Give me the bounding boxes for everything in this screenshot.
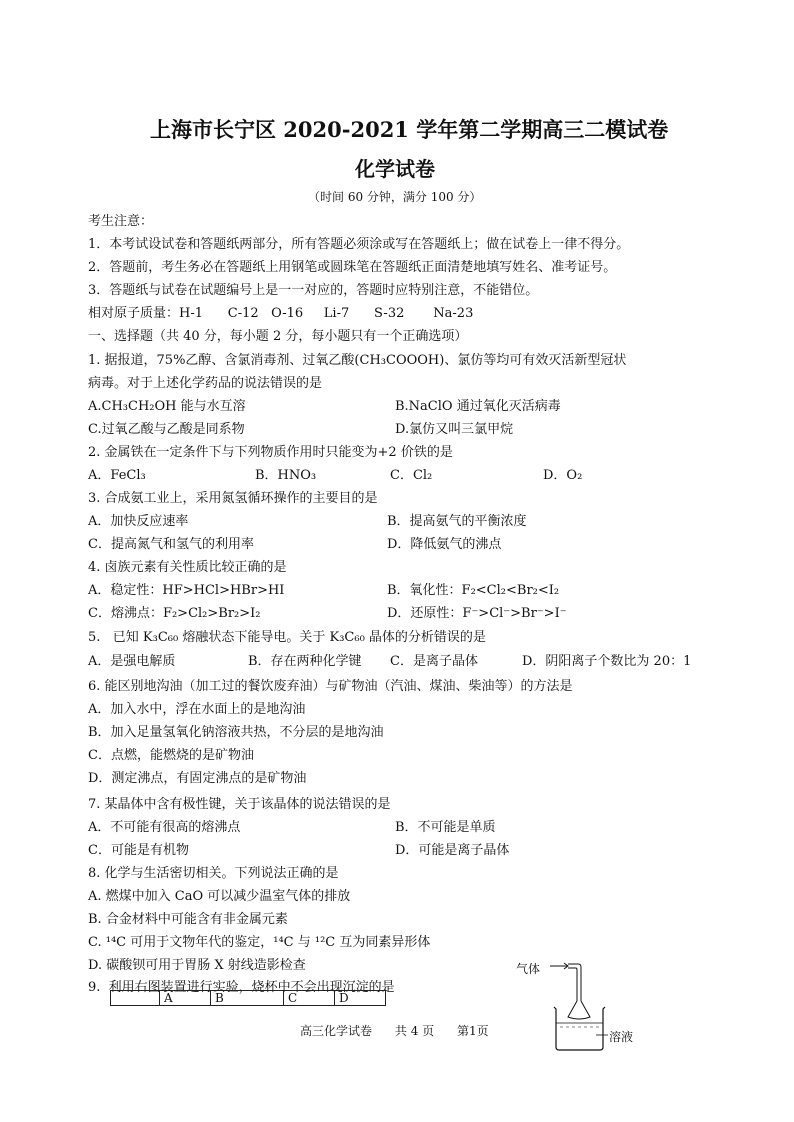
q5-option-b: B．存在两种化学键 xyxy=(248,654,362,669)
q8-option-b: B. 合金材料中可能含有非金属元素 xyxy=(88,912,288,927)
q1-option-b: B.NaClO 通过氧化灭活病毒 xyxy=(395,399,561,414)
q6-option-a: A．加入水中，浮在水面上的是地沟油 xyxy=(88,702,306,717)
q3-option-b: B．提高氨气的平衡浓度 xyxy=(387,514,527,529)
q9-options-table xyxy=(110,990,386,1006)
exam-time-info: （时间 60 分钟，满分 100 分） xyxy=(308,190,482,204)
subject-title: 化学试卷 xyxy=(355,157,435,181)
q2-option-b: B．HNO₃ xyxy=(255,468,317,483)
q8-option-a: A. 燃煤中加入 CaO 可以减少温室气体的排放 xyxy=(88,889,351,904)
notice-item: 2．答题前，考生务必在答题纸上用钢笔或圆珠笔在答题纸正面清楚地填写姓名、准考证号。 xyxy=(88,260,617,275)
question-4-stem: 4. 卤族元素有关性质比较正确的是 xyxy=(88,560,287,575)
page-footer: 高三化学试卷 共 4 页 第1页 xyxy=(300,1024,489,1038)
section-heading: 一、选择题（共 40 分，每小题 2 分，每小题只有一个正确选项） xyxy=(88,329,468,344)
table-header-cell: A xyxy=(160,991,211,1006)
q3-option-d: D．降低氨气的沸点 xyxy=(387,537,502,552)
q3-option-a: A．加快反应速率 xyxy=(88,514,189,529)
table-header-cell xyxy=(111,991,160,1006)
question-9-stem: 9. 利用右图装置进行实验，烧杯中不会出现沉淀的是 xyxy=(88,980,395,995)
notice-item: 3．答题纸与试卷在试题编号上是一一对应的，答题时应特别注意，不能错位。 xyxy=(88,283,539,298)
q1-option-c: C.过氧乙酸与乙酸是同系物 xyxy=(88,422,245,437)
q6-option-b: B．加入足量氢氧化钠溶液共热，不分层的是地沟油 xyxy=(88,725,384,740)
question-6-stem: 6. 能区别地沟油（加工过的餐饮废弃油）与矿物油（汽油、煤油、柴油等）的方法是 xyxy=(88,679,573,694)
q1-option-a: A.CH₃CH₂OH 能与水互溶 xyxy=(88,399,246,414)
question-7-stem: 7. 某晶体中含有极性键，关于该晶体的说法错误的是 xyxy=(88,797,391,812)
q1-option-d: D.氯仿又叫三氯甲烷 xyxy=(395,422,514,437)
table-header-cell: B xyxy=(211,991,284,1006)
question-5-stem: 5. 已知 K₃C₆₀ 熔融状态下能导电。关于 K₃C₆₀ 晶体的分析错误的是 xyxy=(88,630,486,645)
question-3-stem: 3. 合成氨工业上，采用氮氢循环操作的主要目的是 xyxy=(88,491,378,506)
question-8-stem: 8. 化学与生活密切相关。下列说法正确的是 xyxy=(88,866,339,881)
atomic-mass-line: 相对原子质量：H-1 C-12 O-16 Li-7 S-32 Na-23 xyxy=(88,306,474,321)
q4-option-a: A．稳定性：HF>HCl>HBr>HI xyxy=(88,583,285,598)
q2-option-c: C．Cl₂ xyxy=(390,468,433,483)
question-2-stem: 2. 金属铁在一定条件下与下列物质作用时只能变为+2 价铁的是 xyxy=(88,445,453,460)
q4-option-c: C．熔沸点：F₂>Cl₂>Br₂>I₂ xyxy=(88,606,261,621)
notice-item: 1．本考试设试卷和答题纸两部分，所有答题必须涂或写在答题纸上；做在试卷上一律不得分。 xyxy=(88,237,630,252)
q5-option-c: C．是离子晶体 xyxy=(390,654,478,669)
figure-solution-label: 溶液 xyxy=(609,1030,634,1044)
q2-option-a: A．FeCl₃ xyxy=(88,468,146,483)
q3-option-c: C．提高氮气和氢气的利用率 xyxy=(88,537,254,552)
question-1-stem: 1. 据报道，75%乙醇、含氯消毒剂、过氧乙酸(CH₃COOOH)、氯仿等均可有效灭活新型冠状 xyxy=(88,353,627,368)
gas-beaker-apparatus-diagram xyxy=(540,955,620,1055)
figure-gas-label: 气体 xyxy=(516,962,541,976)
q6-option-d: D．测定沸点，有固定沸点的是矿物油 xyxy=(88,771,307,786)
q2-option-d: D．O₂ xyxy=(543,468,583,483)
question-1-stem-cont: 病毒。对于上述化学药品的说法错误的是 xyxy=(88,376,323,391)
page-title: 上海市长宁区 2020-2021 学年第二学期高三二模试卷 xyxy=(150,117,669,142)
q5-option-a: A．是强电解质 xyxy=(88,654,176,669)
table-header-cell: C xyxy=(284,991,335,1006)
q8-option-d: D. 碳酸钡可用于胃肠 X 射线造影检查 xyxy=(88,958,306,973)
q4-option-b: B．氧化性：F₂<Cl₂<Br₂<I₂ xyxy=(387,583,560,598)
q8-option-c: C. ¹⁴C 可用于文物年代的鉴定，¹⁴C 与 ¹²C 互为同素异形体 xyxy=(88,935,431,950)
q6-option-c: C．点燃，能燃烧的是矿物油 xyxy=(88,748,254,763)
q4-option-d: D．还原性：F⁻>Cl⁻>Br⁻>I⁻ xyxy=(387,606,567,621)
notice-heading: 考生注意： xyxy=(88,214,154,229)
q7-option-b: B．不可能是单质 xyxy=(395,820,496,835)
q7-option-d: D．可能是离子晶体 xyxy=(395,843,510,858)
q7-option-a: A．不可能有很高的熔沸点 xyxy=(88,820,241,835)
table-header-cell: D xyxy=(335,991,386,1006)
q5-option-d: D．阴阳离子个数比为 20：1 xyxy=(522,654,692,669)
q7-option-c: C．可能是有机物 xyxy=(88,843,189,858)
